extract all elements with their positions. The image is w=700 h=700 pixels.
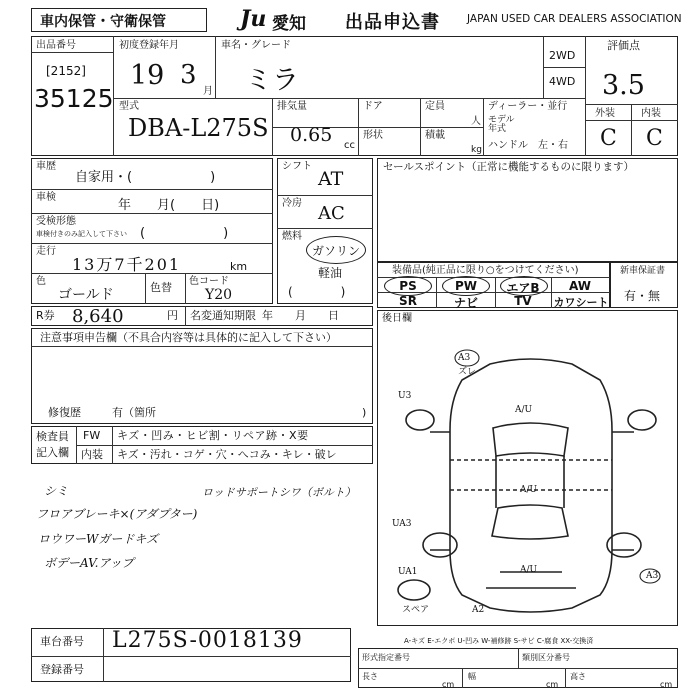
shaken-label: 車検 <box>36 192 56 203</box>
capacity-unit: 人 <box>471 116 481 127</box>
mark-u3: U3 <box>398 391 412 401</box>
equip-aw: AW <box>569 279 591 293</box>
history-value: 自家用・( ) <box>75 170 216 185</box>
fuel-circle <box>306 236 366 264</box>
dim-height: 高さ <box>570 672 586 681</box>
mark-ua3: UA3 <box>392 519 412 529</box>
dim-length: 長さ <box>362 672 378 681</box>
diagram-legend: A-キズ E-エクボ U-凹み W-補修跡 S-サビ C-腐食 XX-交換済 <box>404 637 594 645</box>
equip-tv: TV <box>514 294 532 308</box>
equip-seat: カワシート <box>553 296 609 309</box>
form-title-en: JAPAN USED CAR DEALERS ASSOCIATION <box>467 13 682 25</box>
dim-height-unit: cm <box>660 680 673 689</box>
mark-a3-top: A3 <box>458 353 471 363</box>
door-label: ドア <box>363 101 383 112</box>
form-title: 出品申込書 <box>345 12 440 33</box>
drive-4wd: 4WD <box>549 75 576 88</box>
dim-length-unit: cm <box>442 680 455 689</box>
inspector-fw: FW <box>83 429 101 442</box>
model-label: 型式 <box>119 101 139 112</box>
exterior-label: 外装 <box>595 108 615 119</box>
after-label: 後日欄 <box>382 313 412 324</box>
model-year-label: モデル 年式 <box>488 115 515 134</box>
org-name: 愛知 <box>272 14 306 34</box>
inspector-naiso: 内装 <box>81 448 103 461</box>
receive-sub: 車検付きのみ記入して下さい <box>36 230 127 238</box>
ju-logo: Ju <box>240 6 267 32</box>
lot-bracket: [2152] <box>46 64 86 78</box>
inspector-row2: キズ・汚れ・コゲ・穴・へコみ・キレ・破レ <box>117 448 337 461</box>
first-reg-unit: 月 <box>203 86 213 97</box>
equip-pw: PW <box>454 279 478 293</box>
grade-score: 3.5 <box>602 70 645 101</box>
interior-grade: C <box>646 126 663 151</box>
ac-value: AC <box>318 203 345 224</box>
spec-class-label: 類別区分番号 <box>522 653 570 662</box>
mileage-unit: km <box>230 260 248 273</box>
registration-label: 登録番号 <box>40 663 84 676</box>
equip-airbag-circle <box>500 276 548 296</box>
color-change-label: 色替 <box>150 281 172 294</box>
first-reg-label: 初度登録年月 <box>119 40 179 51</box>
notes-label: 注意事項申告欄（不具合内容等は具体的に記入して下さい） <box>40 331 337 344</box>
chassis-value: L275S-0018139 <box>112 628 303 653</box>
shift-label: シフト <box>282 161 312 172</box>
mark-spare: スペア <box>402 605 430 615</box>
remark-right: ロッドサポートシワ（ボルト） <box>202 486 356 499</box>
car-name-label: 車名・グレード <box>221 40 291 51</box>
mileage-value: 13万7千201 <box>72 255 182 274</box>
sales-point-box <box>377 158 678 262</box>
mark-ua1: UA1 <box>398 567 418 577</box>
drive-2wd: 2WD <box>549 49 576 62</box>
displacement-unit: cc <box>344 140 355 151</box>
first-reg-month: 3 <box>180 60 197 90</box>
storage-text: 車内保管・守衛保管 <box>40 14 166 30</box>
fuel-diesel: 軽油 <box>318 266 343 280</box>
warranty-value: 有・無 <box>624 289 661 303</box>
recycle-value: 8,640 <box>72 306 124 327</box>
mark-au-2: A/U <box>520 485 538 495</box>
shaken-value: 年 月( 日) <box>118 198 220 213</box>
mark-au-1: A/U <box>515 405 533 415</box>
equip-pw-circle <box>442 276 490 296</box>
equip-airbag: エアB <box>506 281 540 295</box>
inspector-row1: キズ・凹み・ヒビ割・リペア跡・X要 <box>117 429 309 442</box>
mark-zure: ズレ <box>458 367 477 377</box>
remark-2: フロアブレーキ×(アダプター) <box>36 507 198 521</box>
equip-sr: SR <box>399 294 417 308</box>
mark-a3-right: A3 <box>646 571 659 581</box>
lot-number: 35125 <box>34 84 114 113</box>
first-reg-year: 19 <box>130 60 165 91</box>
fuel-label: 燃料 <box>282 231 302 242</box>
repair-close: ) <box>362 406 367 419</box>
color-code: Y20 <box>205 287 233 303</box>
lot-label: 出品番号 <box>36 40 76 51</box>
spec-model-label: 形式指定番号 <box>362 653 410 662</box>
remark-4: ボデーAV.アップ <box>44 556 134 570</box>
handle-label: ハンドル 左・右 <box>488 140 568 151</box>
warranty-label: 新車保証書 <box>620 266 666 276</box>
repair-value: 有（箇所 <box>112 406 156 419</box>
displacement-label: 排気量 <box>277 101 307 112</box>
interior-label: 内装 <box>641 108 661 119</box>
capacity-label: 定員 <box>425 101 445 112</box>
equip-navi: ナビ <box>453 296 478 310</box>
recycle-label: R券 <box>36 309 55 322</box>
mileage-label: 走行 <box>36 246 56 257</box>
equip-ps: PS <box>399 279 417 293</box>
remark-3: ロウワーWガードキズ <box>38 532 159 546</box>
load-label: 積載 <box>425 130 445 141</box>
color-code-label: 色コード <box>189 276 229 287</box>
receive-value: ( ) <box>140 226 229 241</box>
name-change-label: 名変通知期限 <box>190 309 256 322</box>
inspector-label: 検査員 <box>36 430 69 443</box>
displacement-value: 0.65 <box>290 124 333 146</box>
car-name-value: ミラ <box>245 65 299 96</box>
mark-a2: A2 <box>472 605 485 615</box>
color-label: 色 <box>36 276 46 287</box>
car-diagram <box>390 340 675 625</box>
load-unit: kg <box>471 145 482 155</box>
dealer-label: ディーラー・並行 <box>488 101 568 112</box>
dim-width: 幅 <box>468 672 476 681</box>
receive-label: 受検形態 <box>36 216 76 227</box>
fuel-gasoline: ガソリン <box>312 244 361 258</box>
recycle-unit: 円 <box>167 309 178 322</box>
repair-label: 修復歴 <box>48 406 81 419</box>
shift-value: AT <box>318 168 344 190</box>
fuel-paren: ( ) <box>288 285 346 299</box>
mark-au-3: A/U <box>520 565 538 575</box>
equip-ps-circle <box>384 276 432 296</box>
inspector-label-2: 記入欄 <box>36 446 69 459</box>
chassis-label: 車台番号 <box>40 635 84 648</box>
exterior-grade: C <box>600 126 617 151</box>
color-value: ゴールド <box>58 287 114 303</box>
grade-label: 評価点 <box>607 39 640 52</box>
sales-point-label: セールスポイント（正常に機能するものに限ります） <box>383 161 635 173</box>
model-value: DBA-L275S <box>128 114 269 142</box>
remark-1: シミ <box>44 484 69 498</box>
shape-label: 形状 <box>363 130 383 141</box>
name-change-value: 年 月 日 <box>262 309 339 322</box>
ac-label: 冷房 <box>282 198 302 209</box>
history-label: 車歴 <box>36 161 56 172</box>
dim-width-unit: cm <box>546 680 559 689</box>
equipment-label: 装備品(純正品に限り○をつけてください) <box>392 265 579 276</box>
